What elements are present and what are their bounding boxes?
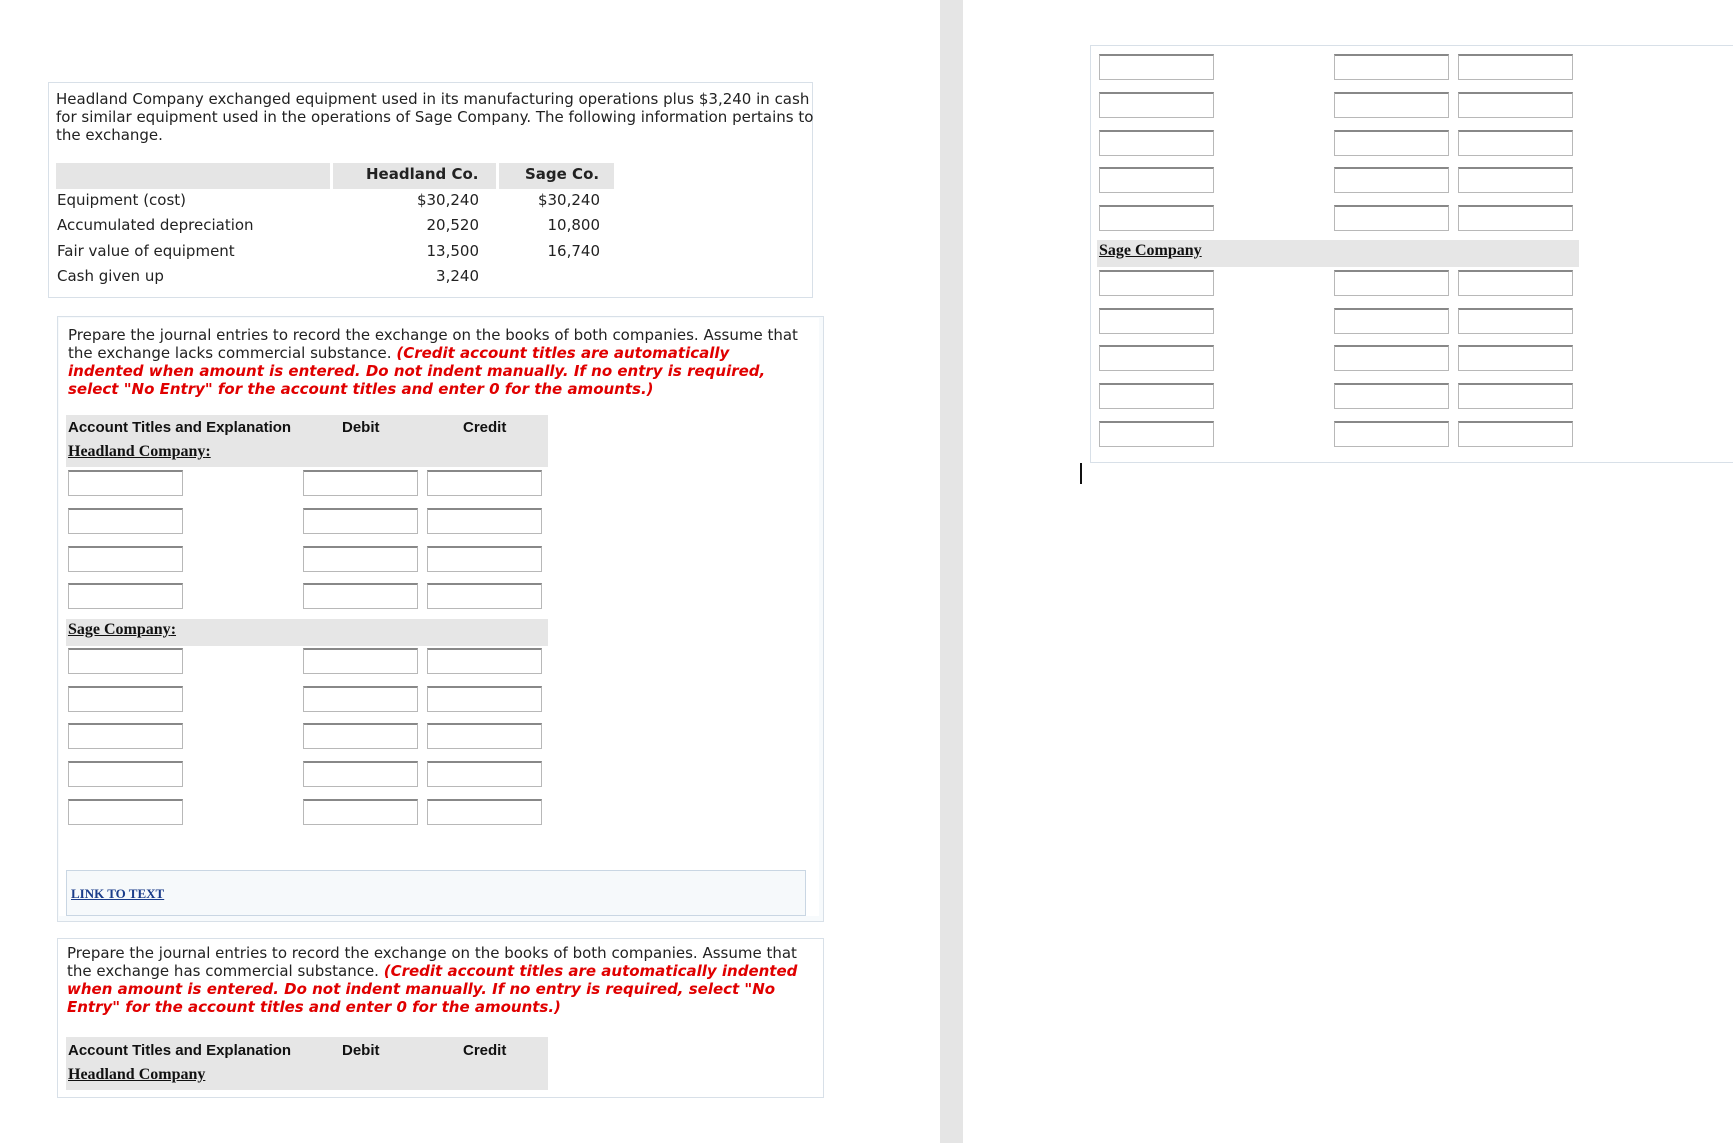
col-header-sage: Sage Co. bbox=[525, 165, 600, 183]
cell-headland-cash-given: 3,240 bbox=[436, 267, 479, 285]
cell-headland-fair-value: 13,500 bbox=[426, 242, 479, 260]
link-to-text[interactable]: LINK TO TEXT bbox=[71, 886, 165, 901]
page-divider bbox=[940, 0, 963, 1143]
part2-instruction-emphasis: (Credit account titles are automatically indented when amount is entered. Do not indent manually. If no entry is required, select "No Entry" for the account titles and enter 0 for the amounts.) bbox=[67, 962, 798, 1016]
part1-instruction-text: Prepare the journal entries to record the exchange on the books of both companies. Assume that the exchange lacks commercial substance. bbox=[68, 326, 798, 362]
col-credit: Credit bbox=[463, 419, 507, 436]
account-title-input[interactable] bbox=[1099, 54, 1214, 80]
debit-input[interactable] bbox=[303, 508, 418, 534]
credit-input[interactable] bbox=[1458, 54, 1573, 80]
account-title-input[interactable] bbox=[68, 546, 183, 572]
problem-statement bbox=[48, 82, 813, 298]
account-title-input[interactable] bbox=[68, 761, 183, 787]
credit-input[interactable] bbox=[1458, 130, 1573, 156]
debit-input[interactable] bbox=[303, 723, 418, 749]
credit-input[interactable] bbox=[427, 508, 542, 534]
col-credit: Credit bbox=[463, 1042, 507, 1059]
row-label-fair-value: Fair value of equipment bbox=[57, 242, 235, 260]
account-title-input[interactable] bbox=[68, 723, 183, 749]
credit-input[interactable] bbox=[1458, 205, 1573, 231]
credit-input[interactable] bbox=[427, 648, 542, 674]
debit-input[interactable] bbox=[1334, 308, 1449, 334]
credit-input[interactable] bbox=[1458, 92, 1573, 118]
credit-input[interactable] bbox=[1458, 308, 1573, 334]
debit-input[interactable] bbox=[1334, 130, 1449, 156]
debit-input[interactable] bbox=[303, 546, 418, 572]
credit-input[interactable] bbox=[1458, 270, 1573, 296]
account-title-input[interactable] bbox=[1099, 345, 1214, 371]
sage-company-heading: Sage Company: bbox=[68, 621, 177, 638]
part1-instruction-emphasis: (Credit account titles are automatically indented when amount is entered. Do not indent manually. If no entry is required, select "No Entry" for the account titles and enter 0 for the amounts.) bbox=[68, 344, 766, 398]
cell-headland-accum-dep: 20,520 bbox=[426, 216, 479, 234]
debit-input[interactable] bbox=[303, 648, 418, 674]
debit-input[interactable] bbox=[1334, 345, 1449, 371]
cell-sage-equipment: $30,240 bbox=[537, 191, 600, 209]
account-title-input[interactable] bbox=[68, 470, 183, 496]
account-title-input[interactable] bbox=[1099, 205, 1214, 231]
col-debit: Debit bbox=[342, 1042, 380, 1059]
credit-input[interactable] bbox=[427, 761, 542, 787]
col-debit: Debit bbox=[342, 419, 380, 436]
account-title-input[interactable] bbox=[68, 686, 183, 712]
credit-input[interactable] bbox=[1458, 345, 1573, 371]
account-title-input[interactable] bbox=[68, 508, 183, 534]
text-cursor-icon bbox=[1080, 463, 1082, 484]
credit-input[interactable] bbox=[427, 686, 542, 712]
col-account-titles: Account Titles and Explanation bbox=[68, 419, 292, 436]
part2-instructions bbox=[67, 944, 807, 1016]
account-title-input[interactable] bbox=[1099, 167, 1214, 193]
debit-input[interactable] bbox=[1334, 421, 1449, 447]
account-title-input[interactable] bbox=[1099, 383, 1214, 409]
credit-input[interactable] bbox=[1458, 421, 1573, 447]
debit-input[interactable] bbox=[1334, 205, 1449, 231]
account-title-input[interactable] bbox=[68, 799, 183, 825]
debit-input[interactable] bbox=[303, 686, 418, 712]
credit-input[interactable] bbox=[1458, 167, 1573, 193]
account-title-input[interactable] bbox=[68, 648, 183, 674]
credit-input[interactable] bbox=[1458, 383, 1573, 409]
debit-input[interactable] bbox=[1334, 92, 1449, 118]
debit-input[interactable] bbox=[303, 761, 418, 787]
credit-input[interactable] bbox=[427, 470, 542, 496]
debit-input[interactable] bbox=[1334, 270, 1449, 296]
headland-company-heading: Headland Company: bbox=[68, 443, 211, 460]
col-header-headland: Headland Co. bbox=[366, 165, 479, 183]
row-label-accum-dep: Accumulated depreciation bbox=[57, 216, 254, 234]
part2-instruction-text: Prepare the journal entries to record the exchange on the books of both companies. Assume that the exchange has commercial substance. bbox=[67, 944, 797, 980]
cell-headland-equipment: $30,240 bbox=[416, 191, 479, 209]
account-title-input[interactable] bbox=[1099, 130, 1214, 156]
cell-sage-accum-dep: 10,800 bbox=[547, 216, 600, 234]
account-title-input[interactable] bbox=[1099, 421, 1214, 447]
row-label-equipment-cost: Equipment (cost) bbox=[57, 191, 187, 209]
debit-input[interactable] bbox=[1334, 54, 1449, 80]
credit-input[interactable] bbox=[427, 723, 542, 749]
credit-input[interactable] bbox=[427, 546, 542, 572]
debit-input[interactable] bbox=[303, 583, 418, 609]
headland-company-heading: Headland Company bbox=[68, 1066, 206, 1083]
row-label-cash-given: Cash given up bbox=[57, 267, 164, 285]
problem-text: Headland Company exchanged equipment used in its manufacturing operations plus $3,240 in cash for similar equipment used in the operations of Sage Company. The following information pertains to the exchange. bbox=[56, 90, 814, 144]
account-title-input[interactable] bbox=[68, 583, 183, 609]
col-account-titles: Account Titles and Explanation bbox=[68, 1042, 292, 1059]
account-title-input[interactable] bbox=[1099, 308, 1214, 334]
part1-instructions bbox=[68, 326, 808, 398]
account-title-input[interactable] bbox=[1099, 92, 1214, 118]
debit-input[interactable] bbox=[1334, 167, 1449, 193]
credit-input[interactable] bbox=[427, 799, 542, 825]
debit-input[interactable] bbox=[303, 470, 418, 496]
debit-input[interactable] bbox=[303, 799, 418, 825]
link-to-text-box bbox=[66, 870, 806, 916]
cell-sage-fair-value: 16,740 bbox=[547, 242, 600, 260]
credit-input[interactable] bbox=[427, 583, 542, 609]
debit-input[interactable] bbox=[1334, 383, 1449, 409]
account-title-input[interactable] bbox=[1099, 270, 1214, 296]
sage-company-heading: Sage Company bbox=[1099, 242, 1202, 259]
